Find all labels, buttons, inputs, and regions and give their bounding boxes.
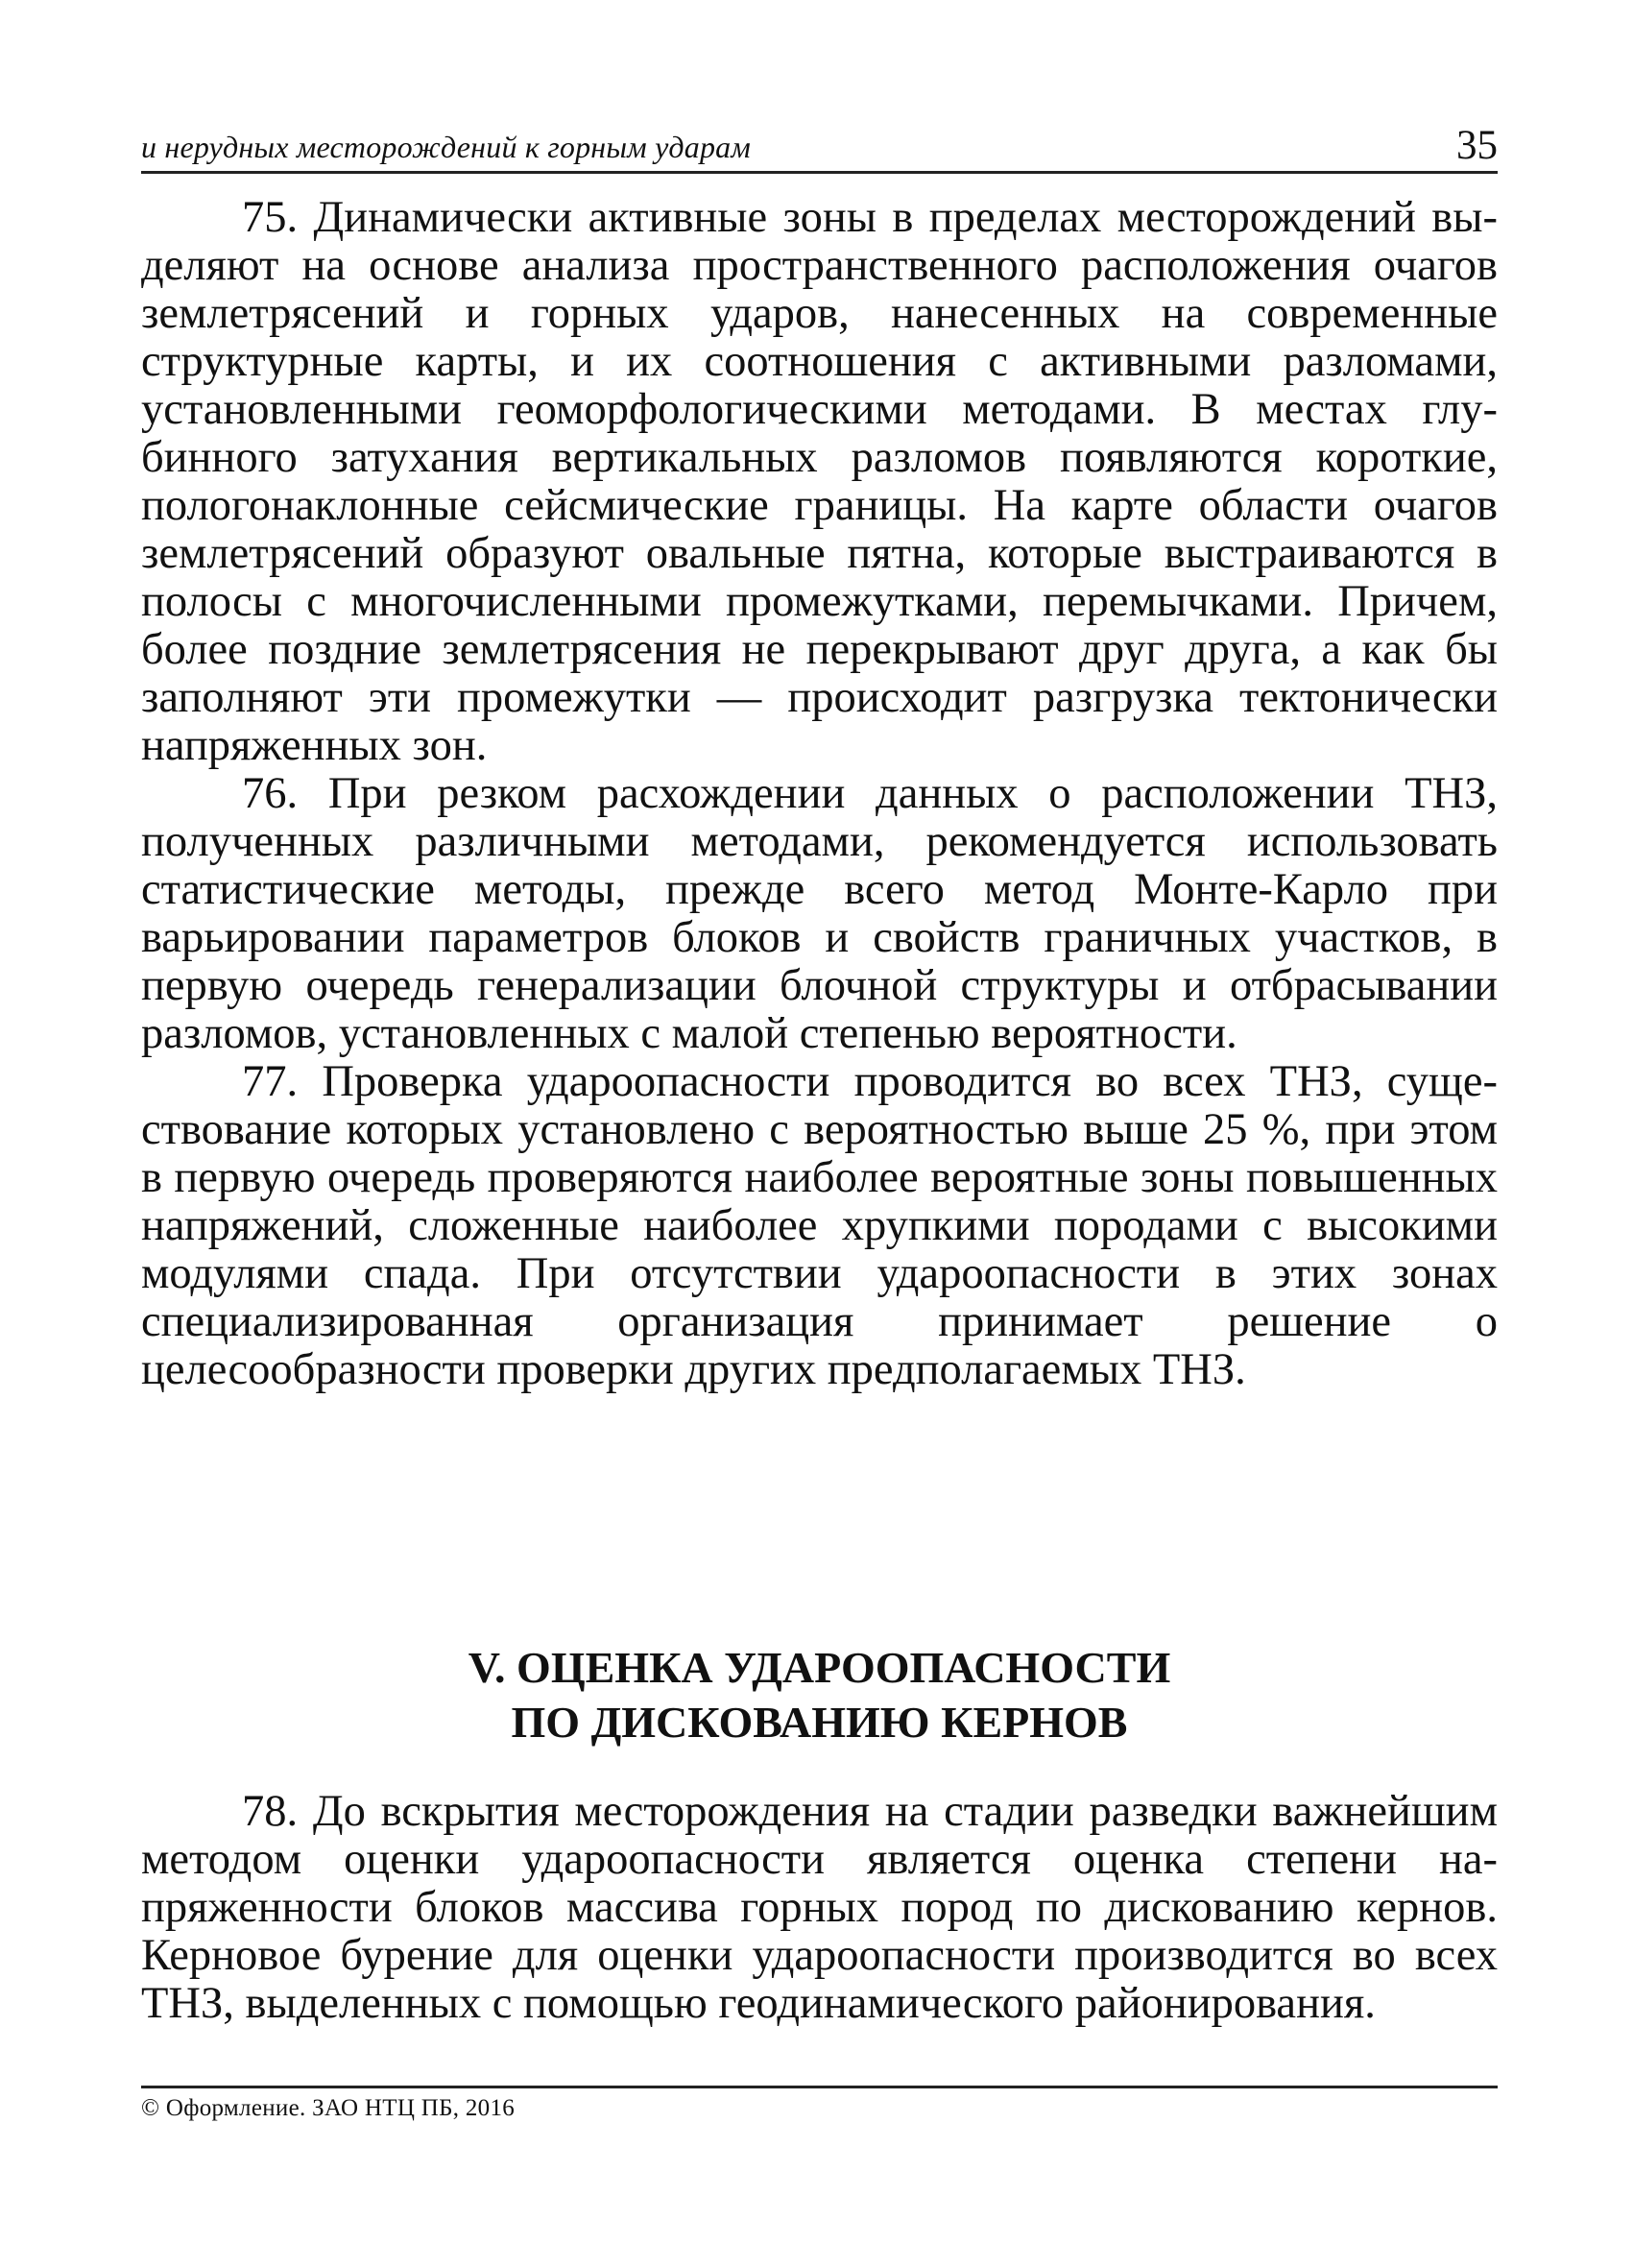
paragraph-75: 75. Динамически активные зоны в пределах месторождений выделяют на основе анализа пространственного расположения очагов землетрясений и горных ударов, нанесенных на современные структурные карты, и их соотношения с активными разломами, установленными геоморфологическими методами. В местах глубинного затухания вертикальных разломов появляются короткие, пологонаклонные сейсмические границы. На карте области очагов землетрясений образуют овальные пятна, которые выстраиваются в полосы с многочисленными промежутками, перемычками. Причем, более поздние землетрясения не перекрывают друг друга, а как бы заполняют эти промежутки — происходит разгрузка тектонически напряженных зон. — [141, 193, 1498, 770]
paragraph-76: 76. При резком расхождении данных о расположении ТНЗ, полученных различными методами, рекомендуется использовать статистические методы, прежде всего метод Монте-Карло при варьировании параметров блоков и свойств граничных участков, в первую очередь генерализации блочной структуры и отбрасывании разломов, установленных с малой степенью вероятности. — [141, 769, 1498, 1058]
footer-divider — [141, 2086, 1498, 2088]
section-heading — [141, 1640, 1498, 1749]
paragraph-78: 78. До вскрытия месторождения на стадии разведки важнейшим методом оценки удароопасности является оценка степени напряженности блоков массива горных пород по дискованию кернов. Керновое бурение для оценки удароопасности производится во всех ТНЗ, выделенных с помощью геодинамического районирования. — [141, 1787, 1498, 2028]
paragraph-77: 77. Проверка удароопасности проводится во всех ТНЗ, существование которых установлено с вероятностью выше 25 %, при этом в первую очередь проверяются наиболее вероятные зоны повышенных напряжений, сложенные наиболее хрупкими породами с высокими модулями спада. При отсутствии удароопасности в этих зонах специализированная организация принимает решение о целесообразности проверки других предполагаемых ТНЗ. — [141, 1057, 1498, 1394]
body-text — [141, 194, 1498, 1394]
running-header — [141, 117, 1498, 174]
running-title: и нерудных месторождений к горным ударам — [141, 130, 751, 164]
page-number: 35 — [1456, 123, 1498, 168]
footer-copyright: © Оформление. ЗАО НТЦ ПБ, 2016 — [141, 2095, 516, 2121]
section-heading-line-1: V. ОЦЕНКА УДАРООПАСНОСТИ — [468, 1643, 1171, 1692]
section-heading-line-2: ПО ДИСКОВАНИЮ КЕРНОВ — [511, 1698, 1128, 1747]
